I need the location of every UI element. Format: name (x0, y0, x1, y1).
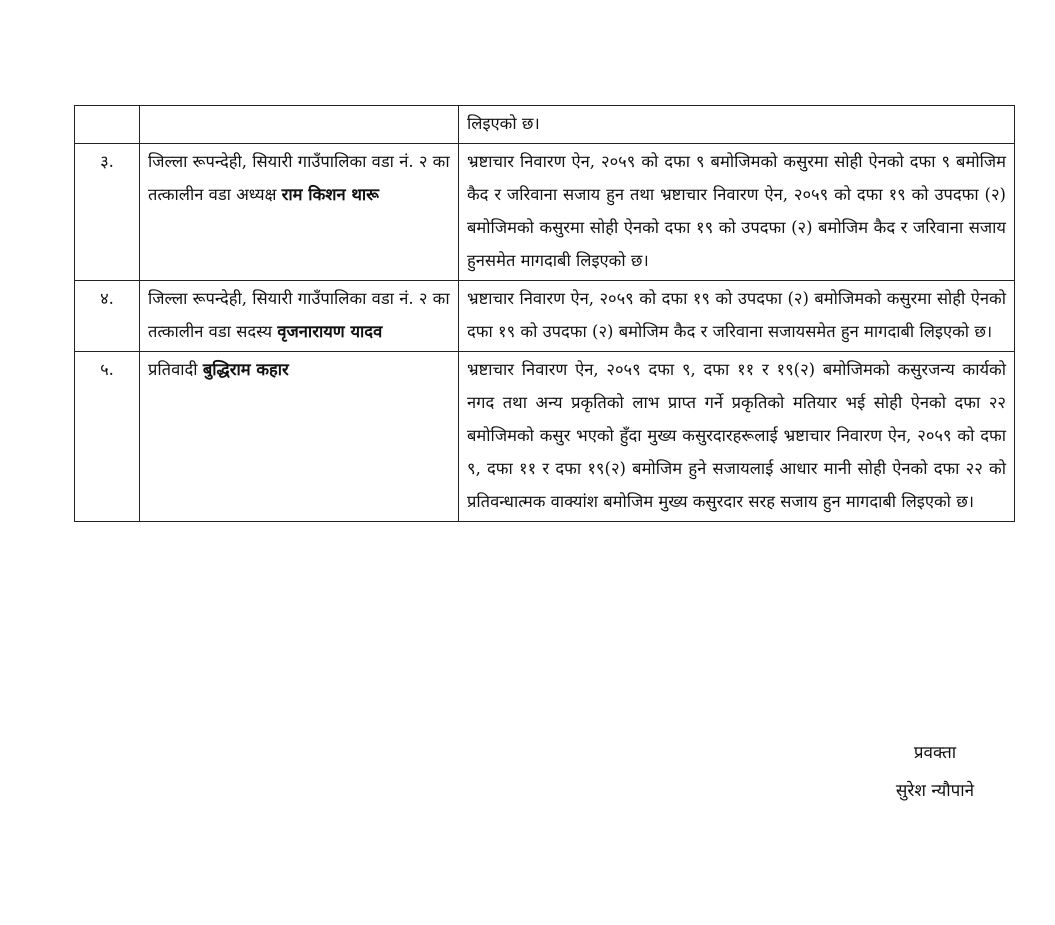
party-cell (140, 144, 459, 281)
party-name: राम किशन थारू (281, 185, 379, 204)
claim-text: लिइएको छ। (459, 106, 1015, 144)
party-cell (140, 281, 459, 352)
claim-text: भ्रष्टाचार निवारण ऐन, २०५९ को दफा ९ बमोजिमको कसुरमा सोही ऐनको दफा ९ बमोजिम कैद र जरिवाना सजाय हुन तथा भ्रष्टाचार निवारण ऐन, २०५९ को दफा १९ को उपदफा (२) बमोजिमको कसुरमा सोही ऐनको दफा १९ को उपदफा (२) बमोजिम कैद र जरिवाना सजाय हुनसमेत मागदाबी लिइएको छ। (459, 144, 1015, 281)
party-cell (140, 352, 459, 522)
party-cell (140, 106, 459, 144)
table-row (75, 281, 1015, 352)
serial-number: ४. (75, 281, 140, 352)
serial-number (75, 106, 140, 144)
party-name: बुद्धिराम कहार (202, 360, 289, 379)
table-row (75, 144, 1015, 281)
charges-table (74, 105, 1015, 522)
party-description: प्रतिवादी (148, 360, 198, 379)
signature-block (850, 734, 1020, 810)
claim-text: भ्रष्टाचार निवारण ऐन, २०५९ को दफा १९ को उपदफा (२) बमोजिमको कसुरमा सोही ऐनको दफा १९ को उपदफा (२) बमोजिम कैद र जरिवाना सजायसमेत हुन मागदाबी लिइएको छ। (459, 281, 1015, 352)
party-description: जिल्ला रूपन्देही, सियारी गाउँपालिका वडा नं. २ का तत्कालीन वडा सदस्य (148, 289, 450, 341)
claim-text: भ्रष्टाचार निवारण ऐन, २०५९ दफा ९, दफा ११ र १९(२) बमोजिमको कसुरजन्य कार्यको नगद तथा अन्य प्रकृतिको लाभ प्राप्त गर्ने प्रकृतिको मतियार भई सोही ऐनको दफा २२ बमोजिमको कसुर भएको हुँदा मुख्य कसुरदारहरूलाई भ्रष्टाचार निवारण ऐन, २०५९ को दफा ९, दफा ११ र दफा १९(२) बमोजिम हुने सजायलाई आधार मानी सोही ऐनको दफा २२ को प्रतिवन्धात्मक वाक्यांश बमोजिम मुख्य कसुरदार सरह सजाय हुन मागदाबी लिइएको छ। (459, 352, 1015, 522)
serial-number: ५. (75, 352, 140, 522)
party-description: जिल्ला रूपन्देही, सियारी गाउँपालिका वडा नं. २ का तत्कालीन वडा अध्यक्ष (148, 152, 450, 204)
table-row (75, 352, 1015, 522)
party-name: वृजनारायण यादव (277, 322, 383, 341)
signature-name: सुरेश न्यौपाने (895, 781, 975, 801)
table-row (75, 106, 1015, 144)
signature-title: प्रवक्ता (913, 743, 957, 763)
serial-number: ३. (75, 144, 140, 281)
